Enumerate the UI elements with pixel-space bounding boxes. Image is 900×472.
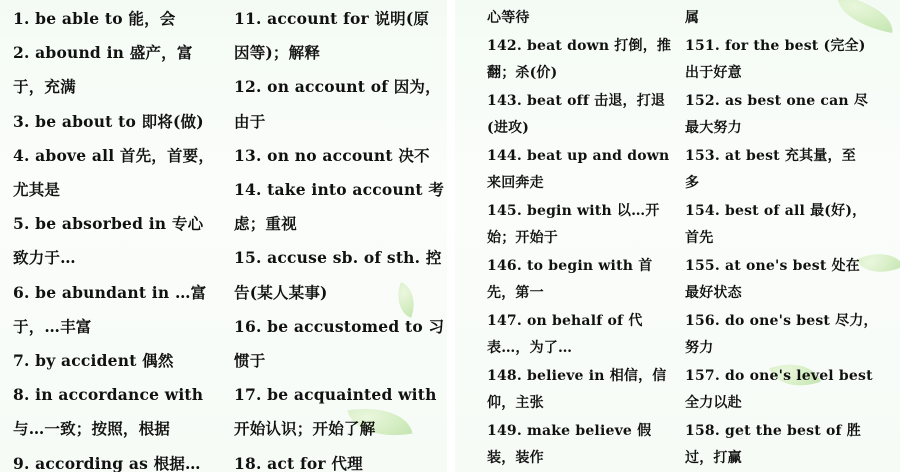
entry-line: 6. be abundant in …富 bbox=[13, 282, 207, 302]
entry-line: 156. do one's best 尽力， bbox=[685, 312, 878, 329]
entry-line: 出于好意 bbox=[685, 65, 742, 81]
entry-line: 14. take into account 考 bbox=[234, 180, 445, 199]
entry-line: 首先 bbox=[685, 230, 714, 246]
entry-line: 151. for the best (完全) bbox=[685, 37, 866, 54]
entry-line: (进攻) bbox=[487, 120, 530, 136]
entry-line: 8. in accordance with bbox=[13, 385, 204, 405]
entry-line: 154. best of all 最(好)， bbox=[685, 202, 867, 219]
entry-line: 18. act for 代理 bbox=[234, 453, 363, 472]
entry-line: 143. beat off 击退，打退 bbox=[487, 92, 666, 109]
entry-line: 仰，主张 bbox=[487, 395, 544, 411]
entry-line: 尤其是 bbox=[13, 180, 61, 199]
entry-line: 149. make believe 假 bbox=[487, 422, 652, 439]
right-page bbox=[455, 0, 900, 472]
entry-line: 致力于… bbox=[13, 248, 76, 268]
entry-line: 告(某人某事) bbox=[234, 282, 328, 302]
entry-line: 147. on behalf of 代 bbox=[487, 312, 643, 329]
entry-line: 装，装作 bbox=[487, 450, 544, 466]
left-page bbox=[0, 0, 447, 472]
page-gutter bbox=[447, 0, 455, 472]
entry-line: 152. as best one can 尽 bbox=[685, 92, 869, 109]
entry-line: 最好状态 bbox=[685, 285, 742, 301]
entry-line: 144. beat up and down bbox=[487, 147, 670, 164]
leaf-decoration bbox=[833, 0, 897, 33]
leaf-decoration bbox=[856, 243, 900, 283]
entry-line: 12. on account of 因为， bbox=[234, 77, 441, 97]
entry-line: 因等)；解释 bbox=[234, 43, 321, 63]
entry-line: 多 bbox=[685, 175, 700, 191]
entry-line: 7. by accident 偶然 bbox=[13, 351, 174, 370]
entry-line: 17. be acquainted with bbox=[234, 385, 437, 405]
entry-line: 最大努力 bbox=[685, 120, 742, 136]
entry-line: 153. at best 充其量，至 bbox=[685, 147, 856, 164]
entry-line: 开始认识；开始了解 bbox=[234, 419, 376, 439]
entry-line: 来回奔走 bbox=[487, 175, 544, 191]
entry-line: 5. be absorbed in 专心 bbox=[13, 214, 204, 234]
entry-line: 与…一致；按照，根据 bbox=[13, 419, 171, 439]
entry-line: 142. beat down 打倒，推 bbox=[487, 37, 672, 54]
entry-line: 145. begin with 以…开 bbox=[487, 202, 660, 219]
entry-line: 表…，为了… bbox=[487, 340, 573, 356]
entry-line: 过，打赢 bbox=[685, 450, 742, 466]
entry-line: 心等待 bbox=[487, 10, 530, 26]
entry-line: 158. get the best of 胜 bbox=[685, 422, 861, 439]
entry-line: 努力 bbox=[685, 340, 714, 356]
entry-line: 155. at one's best 处在 bbox=[685, 257, 860, 274]
entry-line: 始；开始于 bbox=[487, 230, 558, 246]
entry-line: 4. above all 首先，首要， bbox=[13, 145, 215, 165]
entry-line: 157. do one's level best bbox=[685, 367, 873, 384]
entry-line: 1. be able to 能，会 bbox=[13, 9, 176, 28]
entry-line: 翻；杀(价) bbox=[487, 65, 558, 81]
entry-line: 9. according as 根据… bbox=[13, 453, 201, 472]
entry-line: 3. be about to 即将(做) bbox=[13, 111, 204, 131]
entry-line: 2. abound in 盛产，富 bbox=[13, 43, 193, 63]
entry-line: 11. account for 说明(原 bbox=[234, 9, 430, 28]
entry-line: 全力以赴 bbox=[685, 395, 742, 411]
entry-line: 于，…丰富 bbox=[13, 316, 92, 336]
entry-line: 15. accuse sb. of sth. 控 bbox=[234, 248, 442, 268]
entry-line: 由于 bbox=[234, 111, 266, 131]
entry-line: 146. to begin with 首 bbox=[487, 257, 653, 274]
entry-line: 16. be accustomed to 习 bbox=[234, 316, 445, 336]
entry-line: 虑；重视 bbox=[234, 214, 297, 234]
entry-line: 属 bbox=[685, 10, 700, 26]
entry-line: 惯于 bbox=[234, 351, 266, 370]
entry-line: 于，充满 bbox=[13, 77, 76, 97]
entry-line: 先，第一 bbox=[487, 285, 544, 301]
entry-line: 148. believe in 相信，信 bbox=[487, 367, 667, 384]
entry-line: 13. on no account 决不 bbox=[234, 145, 430, 165]
